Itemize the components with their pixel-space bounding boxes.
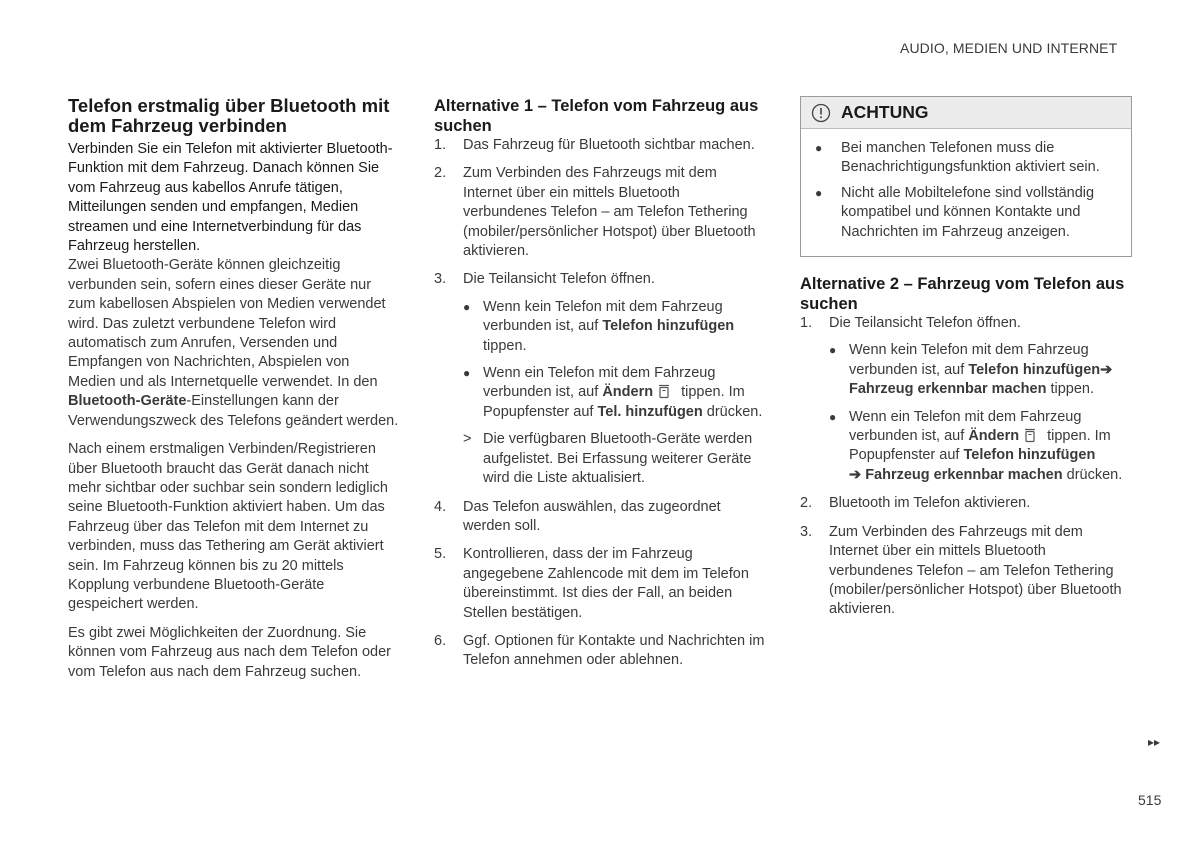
continue-icon: ▸▸ <box>1148 735 1161 749</box>
main-title: Telefon erstmalig über Bluetooth mit dem Fahrzeug verbinden <box>68 95 390 136</box>
sub-text: Wenn ein Telefon mit dem Fahrzeug verbunden ist, auf <box>849 408 1082 445</box>
steps-list <box>434 136 766 671</box>
step-number: 3. <box>434 271 447 288</box>
steps-list <box>800 314 1132 620</box>
arrow-right-icon: ➔ <box>849 466 862 483</box>
step-item <box>434 136 766 155</box>
alternative-1-title: Alternative 1 – Telefon vom Fahrzeug aus suchen <box>434 97 759 135</box>
step-number: 3. <box>800 523 813 540</box>
button-label-make-visible: Fahrzeug erkennbar machen <box>849 381 1047 398</box>
sub-list <box>829 341 1132 485</box>
warning-box <box>800 96 1132 257</box>
step-number: 6. <box>434 632 447 649</box>
result-text: Die verfügbaren Bluetooth-Geräte werden aufgelistet. Bei Erfassung weiterer Geräte wird die Liste aktualisiert. <box>483 431 753 487</box>
bullet-icon: ● <box>463 366 471 381</box>
column-alternative-1 <box>434 96 766 680</box>
bullet-icon: ● <box>829 409 837 424</box>
bullet-icon: ● <box>829 343 837 358</box>
paragraph-bluetooth-devices <box>68 256 400 431</box>
warning-text: Nicht alle Mobiltelefone sind vollständig kompatibel und können Kontakte und Nachrichten im Fahrzeug anzeigen. <box>841 184 1095 240</box>
edit-icon <box>657 384 671 399</box>
page-number: 515 <box>1138 792 1162 808</box>
column-alternative-2 <box>800 96 1132 629</box>
sub-text: Wenn kein Telefon mit dem Fahrzeug verbunden ist, auf <box>849 342 1089 378</box>
button-label-make-visible: Fahrzeug erkennbar machen <box>865 466 1063 483</box>
sub-text: drücken. <box>702 403 763 420</box>
step-item <box>434 545 766 623</box>
alternative-2-title: Alternative 2 – Fahrzeug vom Telefon aus suchen <box>800 275 1125 314</box>
paragraph-options: Es gibt zwei Möglichkeiten der Zuordnung. Sie können vom Fahrzeug aus nach dem Telefon oder vom Telefon aus nach dem Fahrzeug suchen. <box>68 624 391 680</box>
step-text: Die Teilansicht Telefon öffnen. <box>463 271 655 288</box>
step-number: 1. <box>434 137 447 153</box>
step-item <box>434 632 766 671</box>
step-item <box>800 314 1132 485</box>
sub-text: tippen. <box>1046 381 1094 398</box>
step-number: 2. <box>434 165 447 182</box>
column-intro <box>68 96 400 691</box>
step-number: 2. <box>800 495 813 512</box>
step-text: Zum Verbinden des Fahrzeugs mit dem Internet über ein mittels Bluetooth verbundenes Telefon – am Telefon Tethering (mobiler/persönlicher Hotspot) über Bluetooth aktivieren. <box>829 523 1122 618</box>
sub-item <box>463 364 766 422</box>
paragraph-text: -Einstellungen kann der Verwendungszweck des Telefons geändert werden. <box>68 393 399 429</box>
step-item <box>434 270 766 488</box>
setting-bluetooth-devices: Bluetooth-Geräte <box>68 393 187 410</box>
edit-icon <box>1023 428 1037 443</box>
step-item <box>800 523 1132 620</box>
step-item <box>434 164 766 261</box>
step-item <box>800 494 1132 513</box>
step-text: Das Telefon auswählen, das zugeordnet werden soll. <box>463 498 721 534</box>
section-header: AUDIO, MEDIEN UND INTERNET <box>900 40 1118 56</box>
info-icon <box>811 103 831 123</box>
button-label-add-phone: Telefon hinzufügen <box>602 318 735 335</box>
warning-item <box>815 184 1117 242</box>
step-text: Zum Verbinden des Fahrzeugs mit dem Internet über ein mittels Bluetooth verbundenes Telefon – am Telefon Tethering (mobiler/persönlicher Hotspot) über Bluetooth aktivieren. <box>463 165 756 260</box>
step-number: 5. <box>434 546 447 563</box>
bullet-icon: ● <box>815 141 823 155</box>
step-text: Das Fahrzeug für Bluetooth sichtbar machen. <box>463 137 755 153</box>
warning-item <box>815 139 1117 178</box>
warning-title: ACHTUNG <box>841 102 929 122</box>
step-item <box>434 498 766 537</box>
result-mark: > <box>463 431 472 448</box>
paragraph-registration: Nach einem erstmaligen Verbinden/Registrieren über Bluetooth braucht das Gerät danach nicht mehr sichtbar oder suchbar sein sondern lediglich seine Bluetooth-Funktion aktiviert haben. Um das Fahrzeug über das Telefon mit dem Internet zu verbinden, muss das Tethering am Gerät aktiviert sein. Im Fahrzeug können bis zu 20 mittels Kopplung verbundene Bluetooth-Geräte gespeichert werden. <box>68 441 388 613</box>
sub-text: drücken. <box>1062 466 1123 483</box>
step-number: 1. <box>800 315 813 332</box>
button-label-add-phone: Telefon hinzufügen <box>968 361 1101 378</box>
sub-list <box>463 298 766 489</box>
step-text: Kontrollieren, dass der im Fahrzeug angegebene Zahlencode mit dem im Telefon übereinstimmt. Ist dies der Fall, an beiden Stellen bestätigen. <box>463 546 749 621</box>
sub-text: tippen. Im Popupfenster auf <box>483 384 745 420</box>
sub-item <box>463 298 766 356</box>
bullet-icon: ● <box>463 299 471 314</box>
sub-text: tippen. <box>483 337 527 354</box>
sub-text: tippen. Im Popupfenster auf <box>849 428 1111 464</box>
step-text: Bluetooth im Telefon aktivieren. <box>829 495 1031 512</box>
sub-item <box>829 408 1132 486</box>
button-label-change: Ändern <box>968 428 1020 445</box>
result-item <box>463 430 766 488</box>
paragraph-text: Zwei Bluetooth-Geräte können gleichzeitig verbunden sein, sofern eines dieser Geräte nur zum kabellosen Abspielen von Medien verwendet wird. Das zuletzt verbundene Telefon wird automatisch zum Anrufen, Versenden und Empfangen von Nachrichten, Abspielen von Medien und als Internetquelle verwendet. In den <box>68 257 386 390</box>
sub-item <box>829 341 1132 399</box>
button-label-add-tel: Tel. hinzufügen <box>597 403 703 420</box>
step-number: 4. <box>434 498 447 515</box>
button-label-add-phone: Telefon hinzufügen <box>963 447 1096 464</box>
sub-text: Wenn kein Telefon mit dem Fahrzeug verbunden ist, auf <box>483 298 723 335</box>
intro-paragraph: Verbinden Sie ein Telefon mit aktivierter Bluetooth-Funktion mit dem Fahrzeug. Danach können Sie vom Fahrzeug aus kabellos Anrufe tätigen, Mitteilungen senden und empfangen, Medien streamen und eine Internetverbindung für das Fahrzeug herstellen. <box>68 141 393 255</box>
bullet-icon: ● <box>815 185 823 200</box>
warning-header <box>801 97 1131 129</box>
warning-text: Bei manchen Telefonen muss die Benachrichtigungsfunktion aktiviert sein. <box>841 140 1100 176</box>
warning-list <box>801 129 1131 256</box>
step-text: Die Teilansicht Telefon öffnen. <box>829 315 1021 332</box>
button-label-change: Ändern <box>602 384 654 401</box>
arrow-right-icon: ➔ <box>1100 361 1113 378</box>
sub-text: Wenn ein Telefon mit dem Fahrzeug verbunden ist, auf <box>483 365 716 401</box>
step-text: Ggf. Optionen für Kontakte und Nachrichten im Telefon annehmen oder ablehnen. <box>463 632 765 669</box>
